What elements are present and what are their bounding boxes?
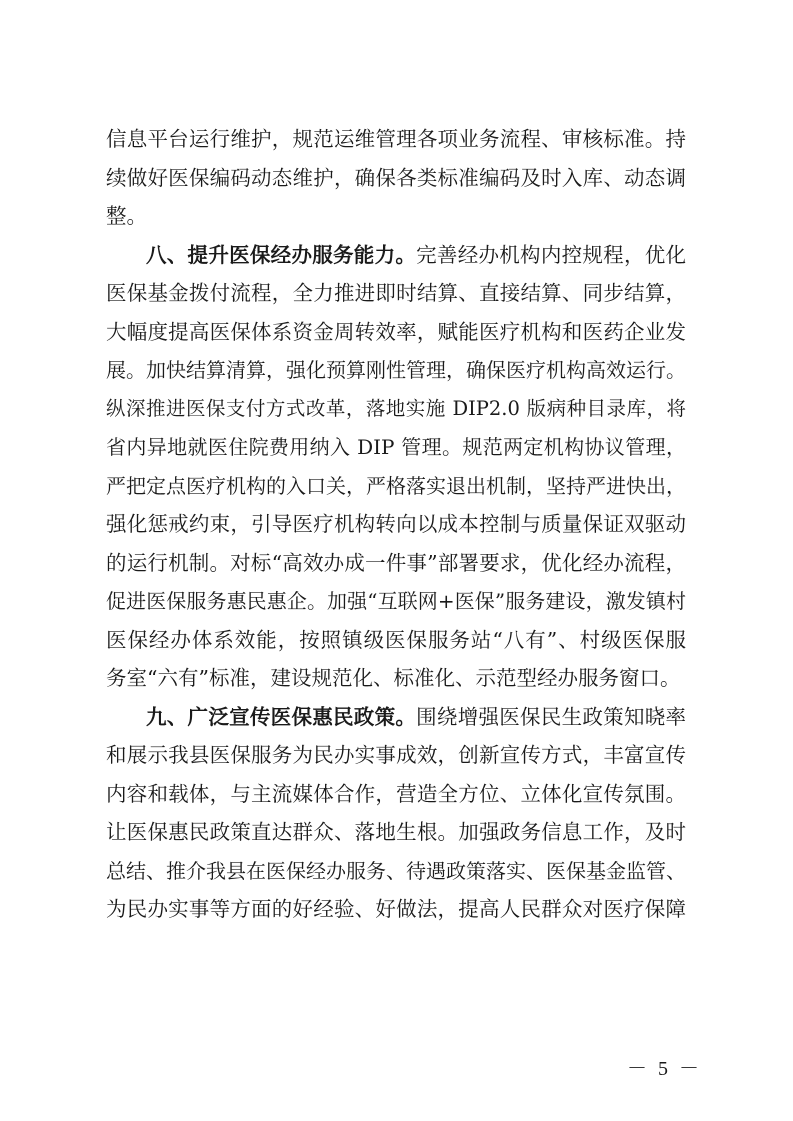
text-line: 医保基金拨付流程，全力推进即时结算、直接结算、同步结算， (106, 281, 686, 305)
text-line: 务室“六有”标准，建设规范化、标准化、示范型经办服务窗口。 (106, 666, 681, 690)
section-9-first-line (106, 698, 686, 737)
text-line: 整。 (106, 204, 147, 228)
text-line: 纵深推进医保支付方式改革，落地实施 DIP2.0 版病种目录库，将 (106, 396, 686, 420)
section-8-first-line (106, 236, 686, 275)
section-8-heading: 八、提升医保经办服务能力。 (146, 242, 417, 267)
text-line: 严把定点医疗机构的入口关，严格落实退出机制，坚持严进快出， (106, 473, 686, 498)
text-line: 强化惩戒约束，引导医疗机构转向以成本控制与质量保证双驱动 (106, 512, 686, 536)
text-line: 促进医保服务惠民惠企。加强“互联网+医保”服务建设，激发镇村 (106, 589, 686, 613)
text-line: 省内异地就医住院费用纳入 DIP 管理。规范两定机构协议管理， (106, 435, 686, 459)
text-line: 大幅度提高医保体系资金周转效率，赋能医疗机构和医药企业发 (106, 319, 686, 344)
page-number: － 5 － (627, 1058, 702, 1080)
text-line: 展。加快结算清算，强化预算刚性管理，确保医疗机构高效运行。 (106, 358, 686, 382)
text-line: 内容和载体，与主流媒体合作，营造全方位、立体化宣传氛围。 (106, 781, 686, 806)
text-line: 总结、推介我县在医保经办服务、待遇政策落实、医保基金监管、 (106, 858, 686, 883)
text-line: 医保经办体系效能，按照镇级医保服务站“八有”、村级医保服 (106, 627, 686, 652)
section-9-heading: 九、广泛宣传医保惠民政策。 (146, 704, 417, 729)
section-8-first-line-text: 完善经办机构内控规程，优化 (416, 242, 686, 267)
text-line: 续做好医保编码动态维护，确保各类标准编码及时入库、动态调 (106, 165, 686, 190)
section-9-first-line-text: 围绕增强医保民生政策知晓率 (416, 704, 686, 729)
text-line: 为民办实事等方面的好经验、好做法，提高人民群众对医疗保障 (106, 897, 686, 921)
text-line: 让医保惠民政策直达群众、落地生根。加强政务信息工作，及时 (106, 820, 686, 844)
document-body (106, 120, 686, 929)
text-line: 和展示我县医保服务为民办实事成效，创新宣传方式，丰富宣传 (106, 743, 686, 767)
text-line: 信息平台运行维护，规范运维管理各项业务流程、审核标准。持 (106, 127, 686, 151)
text-line: 的运行机制。对标“高效办成一件事”部署要求，优化经办流程， (106, 550, 686, 575)
